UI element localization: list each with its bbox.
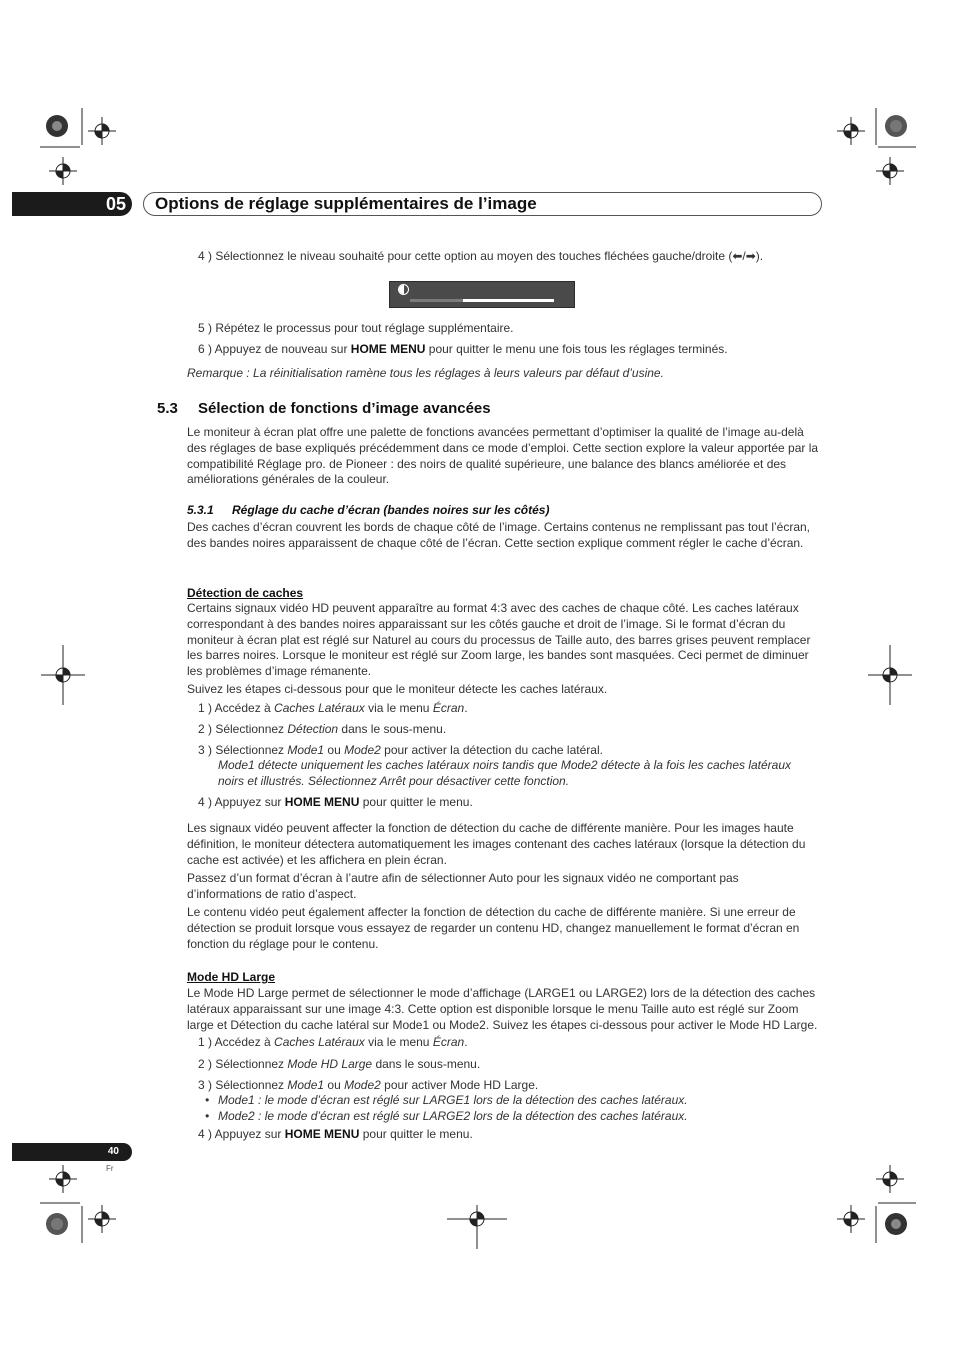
bullet: • (205, 1093, 210, 1107)
detection-paragraph-3: Les signaux vidéo peuvent affecter la fonction de détection du cache de différente manière. Pour les images haute définition, le moniteur détectera automatiquement les images contenant des caches latéraux (lorsque la détection du cache est activée) et les affichera en plein écran. (187, 821, 806, 867)
detection-step-3-note: Mode1 détecte uniquement les caches latéraux noirs tandis que Mode2 détecte à la fois les caches latéraux noirs et illustrés. Sélectionnez Arrêt pour désactiver cette fonction. (218, 758, 792, 788)
subsection-intro: Des caches d’écran couvrent les bords de chaque côté de l’image. Certains contenus ne remplissant pas tout l’écran, des bandes noires apparaissent de chaque côté de l’écran. Cette section explique comment régler le cache d’écran. (187, 520, 811, 550)
section-number: 5.3 (157, 400, 178, 417)
chapter-number-badge: 05 (12, 192, 132, 216)
level-track (410, 299, 554, 302)
home-menu-label: HOME MENU (284, 795, 360, 809)
contrast-icon (398, 284, 409, 295)
hdlarge-bullet-1 (205, 1093, 825, 1109)
step-text: via le menu (364, 701, 433, 715)
bullet-text: Mode1 : le mode d’écran est réglé sur LARGE1 lors de la détection des caches latéraux. (218, 1093, 688, 1107)
menu-item-name: Caches Latéraux (274, 1035, 365, 1049)
chapter-title: Options de réglage supplémentaires de l’image (143, 192, 822, 216)
step-text: . (464, 1035, 468, 1049)
option-name: Mode2 (344, 743, 381, 757)
step-text: 4 ) Appuyez sur (198, 1127, 285, 1141)
option-name: Mode1 (287, 1078, 325, 1092)
menu-item-name: Caches Latéraux (274, 701, 365, 715)
section-title-text: Sélection de fonctions d’image avancées (198, 400, 491, 417)
step-text: pour quitter le menu. (359, 795, 473, 809)
detection-step-4 (198, 795, 838, 811)
hdlarge-heading: Mode HD Large (187, 970, 276, 984)
step-text: 3 ) Sélectionnez (198, 743, 288, 757)
hdlarge-step-4 (198, 1127, 838, 1143)
home-menu-label: HOME MENU (284, 1127, 360, 1141)
detection-step-3 (198, 743, 838, 759)
step-text: 1 ) Accédez à (198, 701, 275, 715)
menu-name: Écran (432, 1035, 465, 1049)
detection-paragraph-1: Certains signaux vidéo HD peuvent apparaître au format 4:3 avec des caches de chaque côté. Les caches latéraux correspondant à des bandes noires apparaissant sur les côtés gauche et droit de l’image. Si le format d’écran du moniteur à écran plat est réglé sur Naturel au cours du processus de Taille auto, des barres grises peuvent remplacer les barres noires. Lorsque le moniteur est réglé sur Zoom large, les bandes sont masquées. Ceci permet de diminuer les problèmes d’image rémanente. (187, 601, 811, 679)
detection-paragraph-2: Suivez les étapes ci-dessous pour que le moniteur détecte les caches latéraux. (187, 682, 608, 696)
step-5-repeat: 5 ) Répétez le processus pour tout réglage supplémentaire. (198, 321, 514, 335)
hdlarge-step-1 (198, 1035, 838, 1051)
page-number: 40 (12, 1143, 132, 1161)
remark-note: Remarque : La réinitialisation ramène tous les réglages à leurs valeurs par défaut d’usine. (187, 366, 664, 380)
step-text: ou (324, 1078, 345, 1092)
hdlarge-bullet-2 (205, 1109, 825, 1125)
step-text: pour quitter le menu. (359, 1127, 473, 1141)
home-menu-label: HOME MENU (350, 342, 426, 356)
detection-paragraph-4: Passez d’un format d’écran à l’autre afin de sélectionner Auto pour les signaux vidéo ne comportant pas d’informations de ratio d’aspect. (187, 871, 739, 901)
option-name: Mode2 (344, 1078, 381, 1092)
step-text: 2 ) Sélectionnez (198, 1057, 288, 1071)
hdlarge-paragraph: Le Mode HD Large permet de sélectionner le mode d’affichage (LARGE1 ou LARGE2) lors de la détection des caches latéraux apparaissant sur une image 4:3. Cette option est disponible lorsque le menu Taille auto est réglé sur Zoom large et Détection du cache latéral sur Mode1 ou Mode2. Suivez les étapes ci-dessous pour activer le Mode HD Large. (187, 986, 818, 1032)
step-text: pour activer la détection du cache latéral. (380, 743, 603, 757)
step-text: 4 ) Appuyez sur (198, 795, 285, 809)
hdlarge-step-2 (198, 1057, 838, 1073)
step-text: 6 ) Appuyez de nouveau sur (198, 342, 351, 356)
step-text: via le menu (364, 1035, 433, 1049)
hdlarge-step-3 (198, 1078, 838, 1094)
subsection-number: 5.3.1 (187, 503, 214, 517)
level-fill (463, 299, 554, 302)
step-text: ou (324, 743, 345, 757)
option-name: Mode1 (287, 743, 325, 757)
detection-paragraph-5: Le contenu vidéo peut également affecter la fonction de détection du cache de différente manière. Si une erreur de détection se produit lorsque vous essayez de regarder un contenu HD, changez manuellement le format d’écran en fonction du réglage pour le contenu. (187, 905, 800, 951)
detection-heading: Détection de caches (187, 586, 304, 600)
osd-level-bar (389, 281, 575, 308)
subsection-title-text: Réglage du cache d’écran (bandes noires sur les côtés) (232, 503, 550, 517)
step-text: . (464, 701, 468, 715)
step-text: 1 ) Accédez à (198, 1035, 275, 1049)
step-4-select-level: 4 ) Sélectionnez le niveau souhaité pour cette option au moyen des touches fléchées gauche/droite (⬅/➡). (198, 249, 764, 263)
bullet: • (205, 1109, 210, 1123)
menu-item-name: Détection (287, 722, 339, 736)
menu-name: Écran (432, 701, 465, 715)
detection-step-2 (198, 722, 838, 738)
menu-item-name: Mode HD Large (287, 1057, 373, 1071)
section-title (157, 401, 491, 417)
page-language: Fr (106, 1164, 114, 1173)
step-text: pour quitter le menu une fois tous les réglages terminés. (425, 342, 728, 356)
step-text: pour activer Mode HD Large. (380, 1078, 539, 1092)
bullet-text: Mode2 : le mode d’écran est réglé sur LARGE2 lors de la détection des caches latéraux. (218, 1109, 688, 1123)
step-6-home-menu (198, 342, 838, 358)
step-text: 3 ) Sélectionnez (198, 1078, 288, 1092)
step-text: dans le sous-menu. (372, 1057, 481, 1071)
detection-step-1 (198, 701, 838, 717)
section-intro: Le moniteur à écran plat offre une palette de fonctions avancées permettant d’optimiser la qualité de l’image au-delà des réglages de base expliqués précédemment dans ce mode d’emploi. Cette section explore la valeur apportée par la compatibilité Réglage pro. de Pioneer : des noirs de qualité supérieure, une balance des blancs améliorée et des améliorations générales de la couleur. (187, 425, 819, 487)
subsection-title (187, 503, 549, 519)
step-text: 2 ) Sélectionnez (198, 722, 288, 736)
step-text: dans le sous-menu. (338, 722, 447, 736)
